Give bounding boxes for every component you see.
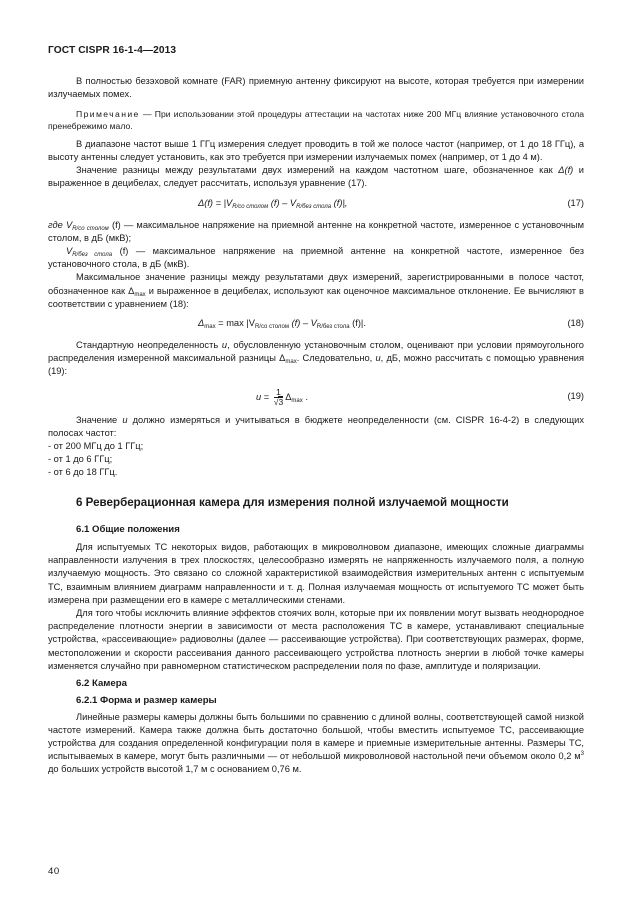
equation-18-formula: $\Delta_{max} = \max |V_{R/со столом}$ $(f) - V_{R/без стола}$ (f)|. [198,318,366,331]
paragraph-above-1ghz: В диапазоне частот выше 1 ГГц измерения следует проводить в той же полосе частот (например, от 1 до 18 ГГц), а высоту антенны следует установить, как это требуется при измерении излучаемых помех (например, от 1 до 4 м). [48,138,584,162]
band-list [48,440,584,480]
delta-f-symbol: Δ(f) [558,165,574,176]
definition-v-with-table: где $V_{R/со столом}$ (f) — максимальное напряжение на приемной антенне на конкретной частоте, измеренное с установочным столом, в дБ (мкВ); [48,219,584,243]
document-header: ГОСТ CISPR 16-1-4—2013 [48,45,177,56]
definitions [48,219,584,272]
note-text: — При использовании этой процедуры аттестации на частотах ниже 200 МГц влияние установочного стола пренебрежимо мало. [48,108,584,132]
paragraph-uncertainty: Стандартную неопределенность u, обусловленную установочным столом, оценивают при условии прямоугольного распределения измеренной максимальной разницы $\Delta_{max}$. Следовательно, u, дБ, можно рассчитать с помощью уравнения (19): [48,340,584,377]
page-number: 40 [48,866,60,877]
equation-18-number: (18) [567,318,584,329]
section-6-2-heading: 6.2 Камера [76,678,127,690]
section-6-2-1-heading: 6.2.1 Форма и размер камеры [76,695,217,707]
document-page [48,44,584,777]
paragraph-standing-waves: Для того чтобы исключить влияние эффектов стоячих волн, которые при их появлении могут вызвать неоднородное распределение плотности энергии в зависимости от места расположения ТС в камере, устанавливают специальные устройства, «рассеивающие» радиоволны (далее — рассеивающие устройства). При соответствующих размерах, форме, местоположении и скорости рассеивания данного рассеивающего устройства плотность энергии в любой точке камеры изменяется случайно при равномерном статистическом распределении поля по фазе, амплитуде и поляризации. [48,608,584,671]
definition-v-without-table: $V_{R/без стола}$ (f) — максимальное напряжение на приемной антенне на конкретной частоте, измеренное без установочного стола, в дБ (мкВ). [48,246,584,270]
section-6-1-heading: 6.1 Общие положения [76,523,180,535]
equation-19-number: (19) [567,390,584,401]
equation-17 [48,197,584,212]
band-list-item: - от 200 МГц до 1 ГГц; [48,441,144,452]
paragraph-far: В полностью безэховой комнате (FAR) приемную антенну фиксируют на высоте, которая требуется при измерении излучаемых помех. [48,76,584,100]
equation-19 [48,385,584,407]
paragraph-u-value: Значение u должно измеряться и учитываться в бюджете неопределенности (см. CISPR 16-4-2) в следующих полосах частот: [48,414,585,438]
paragraph-general: Для испытуемых ТС некоторых видов, работающих в микроволновом диапазоне, имеющих сложные диаграммы направленности излучения в трех плоскостях, целесообразно измерять не напряженность излучаемого поля, а полную излучаемую мощность. Это связано со сложной характеристикой взаимодействия измерительных антенн с испытуемым ТС, взаимным влиянием диаграмм направленности и т. д. Полная излучаемая мощность от испытуемого ТС может быть измерена при размещении его в камере с металлическими стенами. [48,542,584,605]
equation-19-formula: u = $\frac{1}{√3}$ $\Delta_{max}$ . [256,386,308,407]
section-6-heading: 6 Реверберационная камера для измерения полной излучаемой мощности [76,495,509,509]
band-list-item: - от 6 до 18 ГГц. [48,467,118,478]
equation-17-number: (17) [567,197,584,208]
paragraph-max-difference: Максимальное значение разницы между результатами двух измерений, зарегистрированными в полосе частот, обозначенное как $\Delta_{max}$ и выраженное в децибелах, используют как оценочное максимальное отклонение. Ее вычисляют в соответствии с уравнением (18): [48,272,584,309]
paragraph-difference: Значение разницы между результатами двух измерений на каждом частотном шаге, обозначенное как Δ(f) и выраженное в децибелах, следует рассчитать, используя уравнение (17). [48,165,584,189]
note-label: Примечание [76,108,140,119]
equation-17-formula: $\Delta(f) = |V_{R/со столом}$ $(f) - V_{R/без стола}$ (f)|, [198,197,348,210]
fraction-1-over-sqrt3: $\frac{1}{√3}$ [273,386,284,407]
equation-18 [48,317,584,332]
paragraph-chamber-size: Линейные размеры камеры должны быть большими по сравнению с длиной волны, соответствующей самой низкой частоте измерений. Камера также должна быть достаточно большой, чтобы вместить испытуемое ТС, рассеивающие устройства для создания определенной конфигурации поля в камере и приемные измерительные антенны. Размеры ТС, испытываемых в камере, могут быть различными — от небольшой микроволновой настольной печи объемом около 0,2 $м^3$ до больших устройств высотой 1,7 м с основанием 0,76 м. [48,711,584,775]
band-list-item: - от 1 до 6 ГГц; [48,454,113,465]
note [48,108,584,133]
